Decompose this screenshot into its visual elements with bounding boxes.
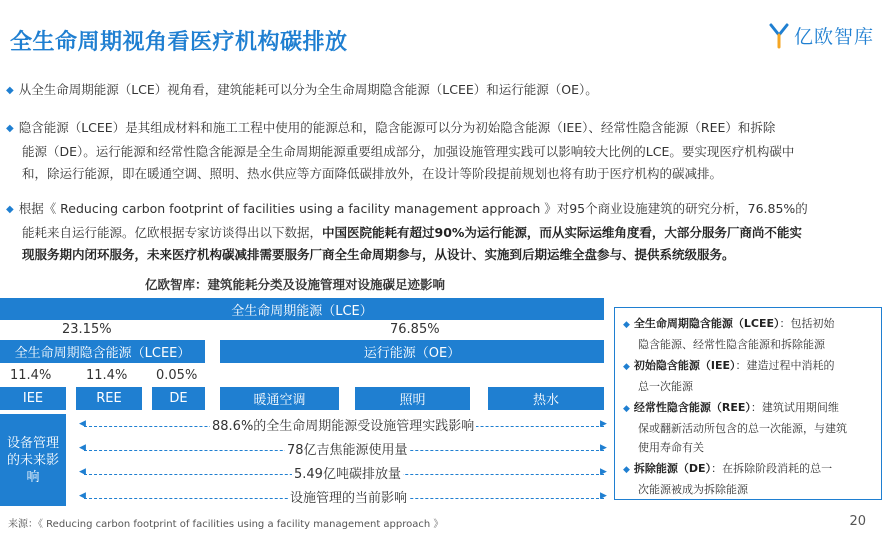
bullet-3-line-3: 现服务期内闭环服务，未来医疗机构碳减排需要服务厂商全生命周期参与，从设计、实施到后期运维全盘参与、提供系统级服务。 <box>22 247 735 262</box>
impact-text-1: 88.6%的全生命周期能源受设施管理实践影响 <box>210 415 476 434</box>
logo-icon <box>769 23 789 49</box>
bullet-1 <box>6 79 598 103</box>
source-note: 来源：《 Reducing carbon footprint of facilities using a facility management approach 》 <box>8 519 444 530</box>
legend-box <box>614 307 882 500</box>
diamond-icon: ◆ <box>623 465 630 475</box>
arrow-left-icon: ◀ <box>79 419 86 429</box>
oe-bar: 运行能源（OE） <box>220 340 604 363</box>
ree-percent: 11.4% <box>86 368 128 383</box>
impact-text-4: 设施管理的当前影响 <box>288 487 409 506</box>
oe-percent: 76.85% <box>390 322 440 337</box>
bullet-3 <box>6 198 808 266</box>
legend-item: ◆ 拆除能源（DE）：在拆除阶段消耗的总一 次能源被成为拆除能源 <box>623 462 833 496</box>
bullet-2 <box>6 117 794 185</box>
future-impact-box: 设备管理的未来影响 <box>0 414 66 506</box>
bullet-2-line-3: 和，除运行能源，即在暖通空调、照明、热水供应等方面降低碳排放外，在设计等阶段提前规划也将有助于医疗机构的碳减排。 <box>22 166 723 181</box>
diamond-icon: ◆ <box>623 404 630 414</box>
impact-text-2: 78亿吉焦能源使用量 <box>285 439 410 458</box>
lce-bar: 全生命周期能源（LCE） <box>0 298 604 320</box>
logo <box>769 22 874 49</box>
bullet-2-line-1: 隐含能源（LCEE）是其组成材料和施工工程中使用的能源总和，隐含能源可以分为初始隐含能源（IEE）、经常性隐含能源（REE）和拆除 <box>18 120 776 135</box>
bullet-3-line-2-bold: 中国医院能耗有超过90%为运行能源，而从实际运维角度看，大部分服务厂商尚不能实 <box>322 225 802 240</box>
diamond-icon: ◆ <box>6 123 14 134</box>
arrow-right-icon: ▶ <box>600 443 607 453</box>
lcee-bar: 全生命周期隐含能源（LCEE） <box>0 340 205 363</box>
iee-box: IEE <box>0 387 66 410</box>
page-number: 20 <box>849 514 866 529</box>
lighting-box: 照明 <box>355 387 470 410</box>
bullet-2-line-2: 能源（DE）。运行能源和经常性隐含能源是全生命周期能源重要组成部分，加强设施管理实践可以影响较大比例的LCE。要实现医疗机构碳中 <box>22 144 795 159</box>
diamond-icon: ◆ <box>623 320 630 330</box>
impact-text-3: 5.49亿吨碳排放量 <box>292 463 403 482</box>
arrow-left-icon: ◀ <box>79 443 86 453</box>
bullet-3-line-2 <box>6 222 808 244</box>
ree-box: REE <box>76 387 142 410</box>
legend-item: ◆ 初始隐含能源（IEE）：建造过程中消耗的 总一次能源 <box>623 359 835 393</box>
diamond-icon: ◆ <box>623 362 630 372</box>
page-title: 全生命周期视角看医疗机构碳排放 <box>10 30 348 55</box>
diamond-icon: ◆ <box>6 204 14 215</box>
de-percent: 0.05% <box>156 368 198 383</box>
hotwater-box: 热水 <box>488 387 604 410</box>
arrow-left-icon: ◀ <box>79 467 86 477</box>
legend-item: ◆ 全生命周期隐含能源（LCEE）：包括初始 隐含能源、经常性隐含能源和拆除能源 <box>623 317 835 351</box>
diamond-icon: ◆ <box>6 85 14 96</box>
bullet-3-line-1: 根据《 Reducing carbon footprint of facilities using a facility management approach 》对95个商业设施建筑的研究分析，76.85%的 <box>18 201 808 216</box>
hvac-box: 暖通空调 <box>220 387 339 410</box>
arrow-right-icon: ▶ <box>600 467 607 477</box>
bullet-3-line-2-plain: 能耗来自运行能源。亿欧根据专家访谈得出以下数据， <box>22 225 323 240</box>
bullet-1-text: 从全生命周期能源（LCE）视角看，建筑能耗可以分为全生命周期隐含能源（LCEE）和运行能源（OE）。 <box>18 82 598 97</box>
arrow-right-icon: ▶ <box>600 419 607 429</box>
arrow-right-icon: ▶ <box>600 491 607 501</box>
logo-text: 亿欧智库 <box>793 26 874 48</box>
arrow-left-icon: ◀ <box>79 491 86 501</box>
legend-item: ◆ 经常性隐含能源（REE）：建筑试用期间维 保或翻新活动所包含的总一次能源，与建筑 使用寿命有关 <box>623 401 847 454</box>
chart-title: 亿欧智库：建筑能耗分类及设施管理对设施碳足迹影响 <box>145 277 446 292</box>
lcee-percent: 23.15% <box>62 322 112 337</box>
iee-percent: 11.4% <box>10 368 52 383</box>
de-box: DE <box>152 387 205 410</box>
